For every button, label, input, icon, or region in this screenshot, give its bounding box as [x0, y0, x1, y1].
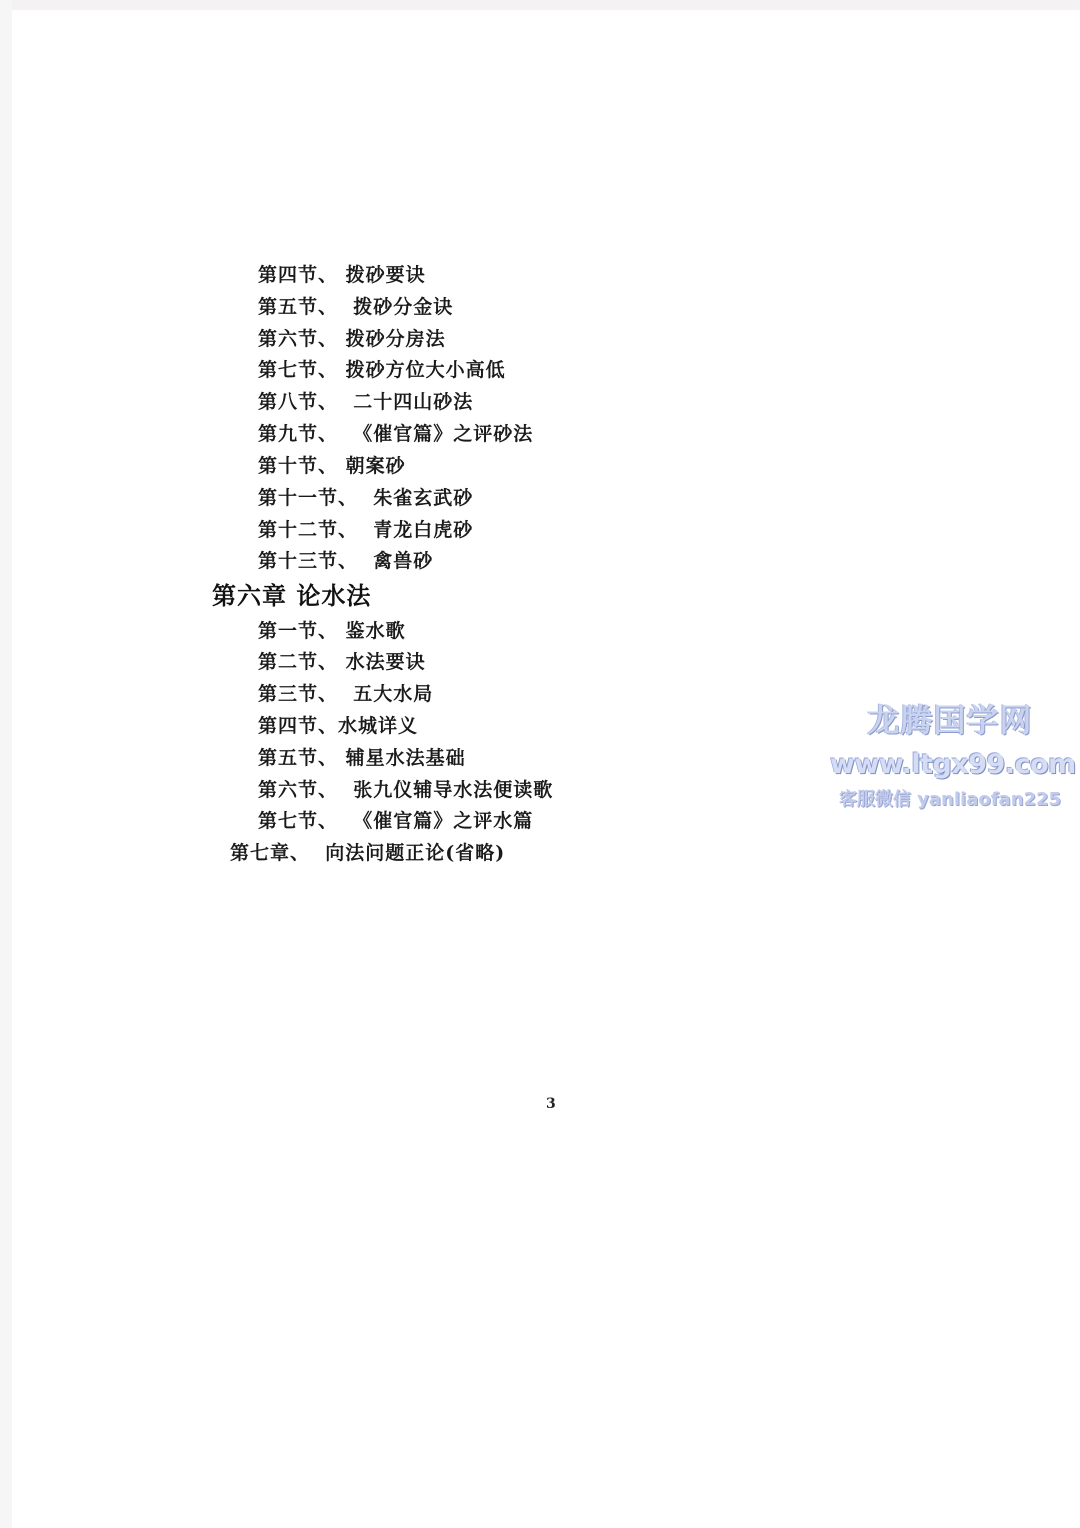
toc-section: 第四节、 拨砂要诀	[258, 264, 426, 286]
watermark	[830, 700, 1076, 812]
toc-section: 第九节、 《催官篇》之评砂法	[258, 423, 534, 445]
chapter-heading: 第六章 论水法	[212, 581, 372, 610]
watermark-contact: 客服微信 yanliaofan225	[838, 789, 1062, 810]
toc-section: 第五节、 拨砂分金诀	[258, 296, 454, 318]
scan-edge-top	[0, 0, 1080, 10]
page-number: 3	[546, 1096, 556, 1112]
toc-section: 第六节、 张九仪辅导水法便读歌	[258, 779, 554, 801]
toc-section: 第二节、 水法要诀	[258, 651, 426, 673]
toc-section: 第十三节、 禽兽砂	[258, 550, 434, 572]
toc-section: 第四节、水城详义	[258, 715, 419, 737]
toc-section: 第三节、 五大水局	[258, 683, 434, 705]
toc-section: 第八节、 二十四山砂法	[258, 391, 474, 413]
watermark-url: www.ltgx99.com	[830, 749, 1076, 780]
toc-section: 第五节、 辅星水法基础	[258, 747, 466, 769]
toc-section: 第十节、 朝案砂	[258, 455, 406, 477]
watermark-site-name: 龙腾国学网	[867, 701, 1033, 739]
toc-section: 第一节、 鉴水歌	[258, 620, 406, 642]
toc-section: 第六节、 拨砂分房法	[258, 328, 446, 350]
toc-section: 第十二节、 青龙白虎砂	[258, 519, 474, 541]
toc-section: 第七节、 拨砂方位大小高低	[258, 359, 506, 381]
toc-section: 第十一节、 朱雀玄武砂	[258, 487, 474, 509]
toc-section: 第七节、 《催官篇》之评水篇	[258, 810, 534, 832]
scan-edge-left	[0, 0, 12, 1528]
toc-chapter-line: 第七章、 向法问题正论(省略)	[230, 842, 506, 864]
